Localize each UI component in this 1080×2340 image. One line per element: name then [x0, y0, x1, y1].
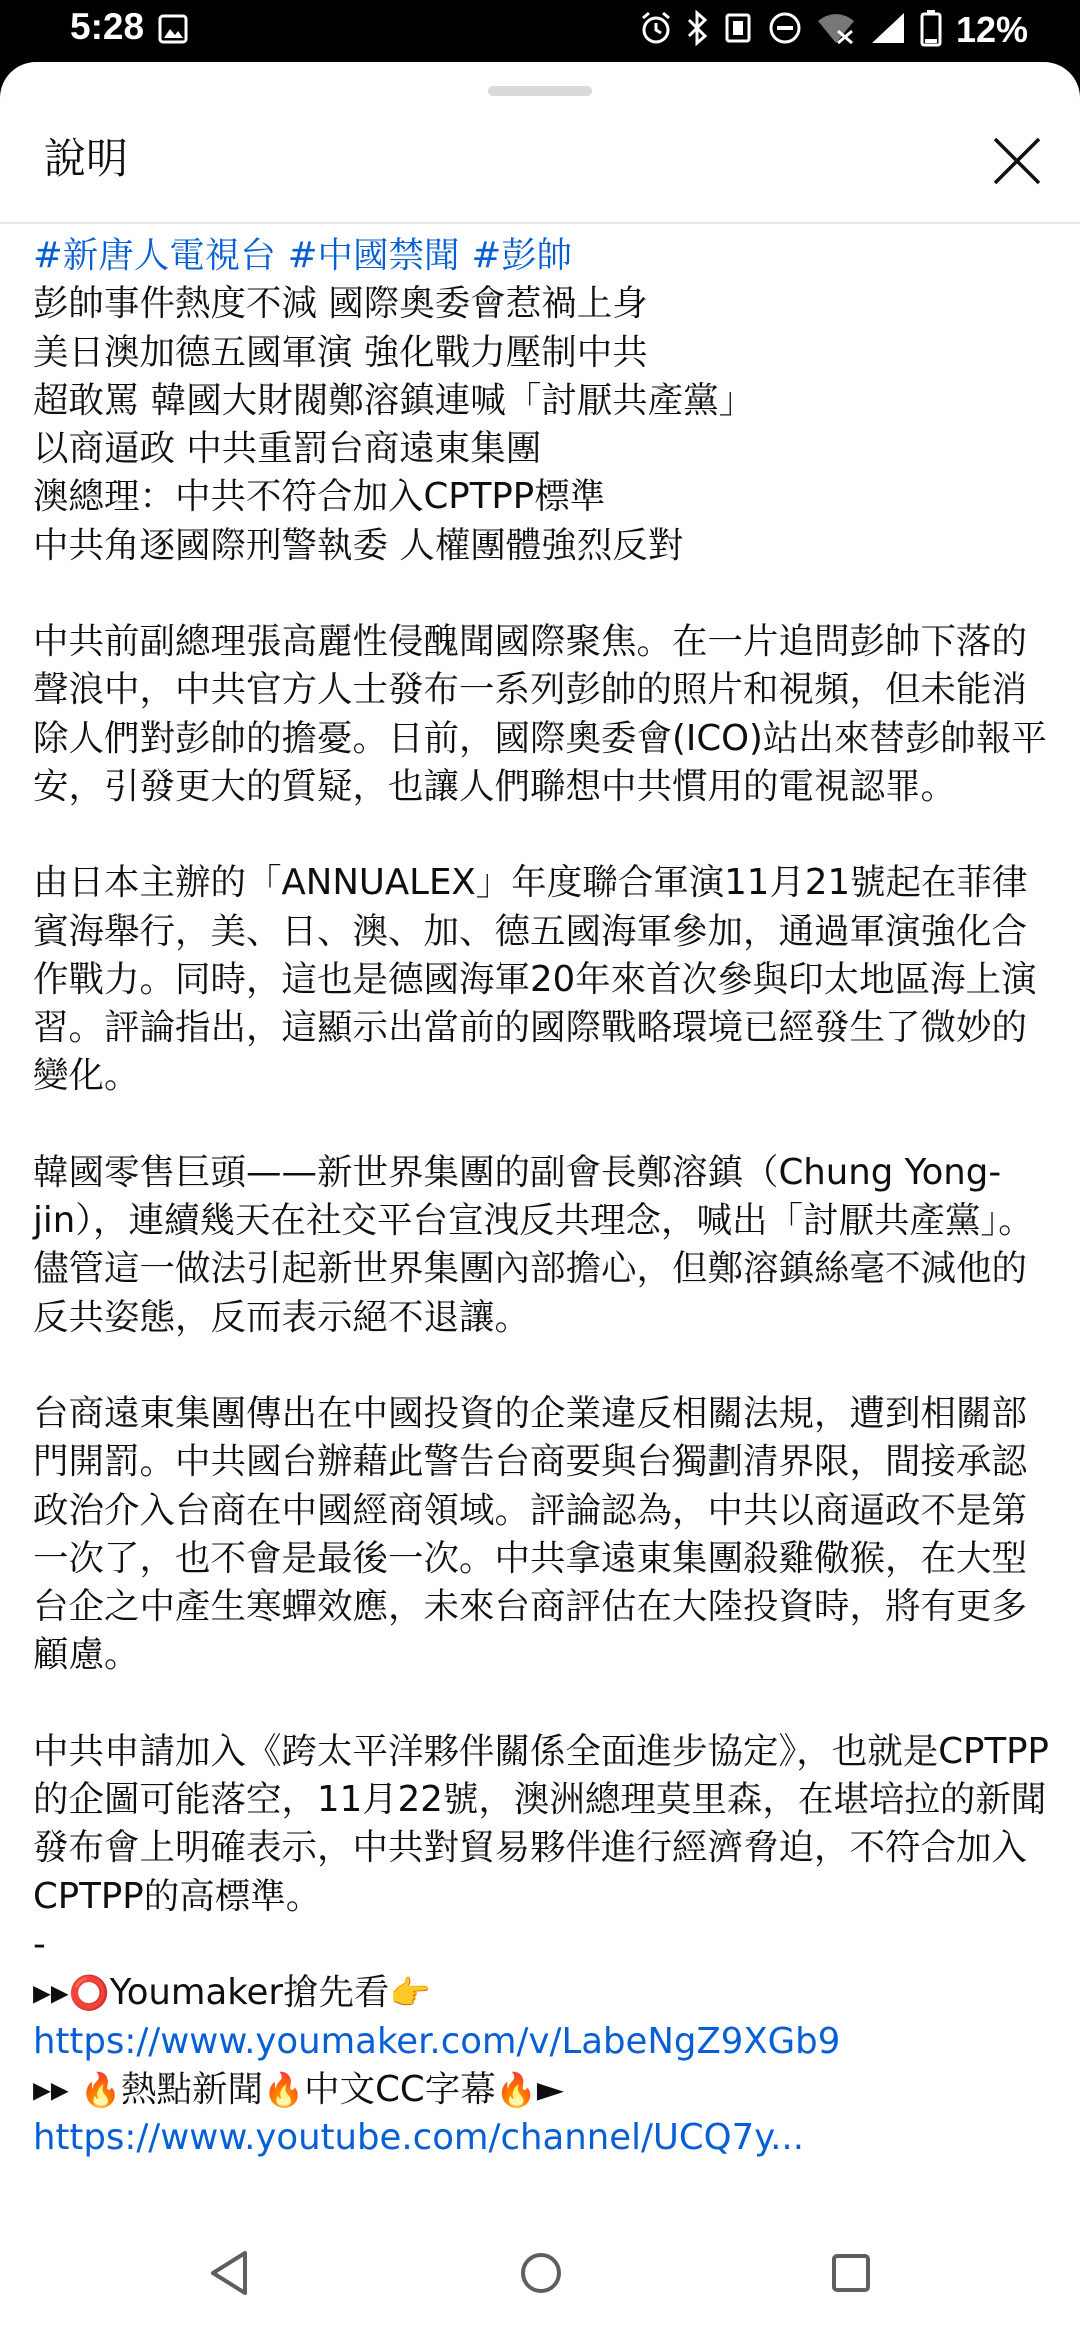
home-icon: [517, 2249, 565, 2297]
description-body: [33, 232, 1053, 2162]
hashtag-link[interactable]: #新唐人電視台: [33, 235, 276, 276]
headline: 彭帥事件熱度不減 國際奧委會惹禍上身: [33, 283, 648, 325]
close-button[interactable]: [980, 124, 1054, 198]
headline: 澳總理：中共不符合加入CPTPP標準: [33, 476, 606, 518]
description-sheet: [0, 62, 1080, 2222]
youmaker-link[interactable]: https://www.youmaker.com/v/LabeNgZ9XGb9: [33, 2020, 841, 2062]
headline: 美日澳加德五國軍演 強化戰力壓制中共: [33, 331, 648, 373]
close-icon: [991, 135, 1043, 187]
headline: 中共角逐國際刑警執委 人權團體強烈反對: [33, 524, 684, 566]
pointing-hand-icon: 👉: [389, 1973, 431, 2013]
separator: -: [33, 1923, 46, 1965]
paragraph: 韓國零售巨頭——新世界集團的副會長鄭溶鎮（Chung Yong-jin），連續幾天在社交平台宣洩反共理念，喊出「討厭共產黨」。儘管這一做法引起新世界集團內部擔心，但鄭溶鎮絲毫不減他的反共姿態，反而表示絕不退讓。: [33, 1151, 1034, 1338]
home-button[interactable]: [508, 2240, 574, 2306]
recents-button[interactable]: [818, 2240, 884, 2306]
bluetooth-icon: [686, 10, 708, 50]
status-bar: [0, 0, 1080, 62]
image-icon: [158, 14, 188, 48]
sheet-title: 說明: [44, 134, 129, 183]
recents-icon: [829, 2251, 873, 2295]
promo-text: 熱點新聞: [121, 2068, 264, 2110]
promo-text: Youmaker搶先看: [109, 1972, 390, 2014]
signal-icon: [870, 11, 906, 49]
paragraph: 由日本主辦的「ANNUALEX」年度聯合軍演11月21號起在菲律賓海舉行，美、日、澳、加、德五國海軍參加，通過軍演強化合作戰力。同時，這也是德國海軍20年來首次參與印太地區海上演習。評論指出，這顯示出當前的國際戰略環境已經發生了微妙的變化。: [33, 862, 1037, 1097]
vibrate-icon: [722, 12, 754, 48]
status-icons: [640, 8, 1028, 52]
promo-line-1: [33, 1969, 1053, 2017]
paragraph: 中共申請加入《跨太平洋夥伴關係全面進步協定》，也就是CPTPP的企圖可能落空，11月22號，澳洲總理莫里森，在堪培拉的新聞發布會上明確表示，中共對貿易夥伴進行經濟脅迫，不符合加入CPTPP的高標準。: [33, 1730, 1049, 1917]
promo-text: 中文CC字幕: [304, 2068, 496, 2110]
back-button[interactable]: [196, 2240, 262, 2306]
play-arrows-icon: ▸▸: [33, 2068, 80, 2110]
do-not-disturb-icon: [768, 11, 802, 49]
back-icon: [207, 2249, 251, 2297]
headline: 超敢罵 韓國大財閥鄭溶鎮連喊「討厭共產黨」: [33, 379, 755, 421]
play-arrows-icon: ▸▸: [33, 1972, 69, 2014]
navigation-bar: [0, 2200, 1080, 2340]
paragraph: 台商遠東集團傳出在中國投資的企業違反相關法規，遭到相關部門開罰。中共國台辦藉此警告台商要與台獨劃清界限，間接承認政治介入台商在中國經商領域。評論認為，中共以商逼政不是第一次了，也不會是最後一次。中共拿遠東集團殺雞儆猴，在大型台企之中產生寒蟬效應，未來台商評估在大陸投資時，將有更多顧慮。: [33, 1392, 1028, 1676]
headline: 以商逼政 中共重罰台商遠東集團: [33, 428, 542, 470]
wifi-off-icon: [816, 11, 856, 49]
alarm-icon: [640, 11, 672, 49]
fire-icon: 🔥: [263, 2069, 305, 2109]
status-time: 5:28: [70, 6, 145, 47]
play-arrow-icon: ►: [536, 2068, 565, 2110]
battery-percent: 12%: [955, 9, 1028, 50]
hashtag-link[interactable]: #中國禁聞: [287, 235, 460, 276]
fire-icon: 🔥: [495, 2069, 537, 2109]
youtube-channel-link[interactable]: https://www.youtube.com/channel/UCQ7y...: [33, 2117, 804, 2159]
fire-icon: 🔥: [79, 2069, 122, 2109]
hashtag-link[interactable]: #彭帥: [471, 235, 573, 276]
hashtag-row: [33, 232, 1053, 280]
promo-line-2: [33, 2066, 1053, 2114]
drag-handle[interactable]: [488, 86, 592, 96]
battery-icon: [920, 9, 942, 51]
red-circle-icon: ⭕: [68, 1973, 110, 2013]
header-divider: [0, 222, 1080, 224]
paragraph: 中共前副總理張高麗性侵醜聞國際聚焦。在一片追問彭帥下落的聲浪中，中共官方人士發布一系列彭帥的照片和視頻，但未能消除人們對彭帥的擔憂。日前，國際奧委會(ICO)站出來替彭帥報平安，引發更大的質疑，也讓人們聯想中共慣用的電視認罪。: [33, 621, 1047, 807]
